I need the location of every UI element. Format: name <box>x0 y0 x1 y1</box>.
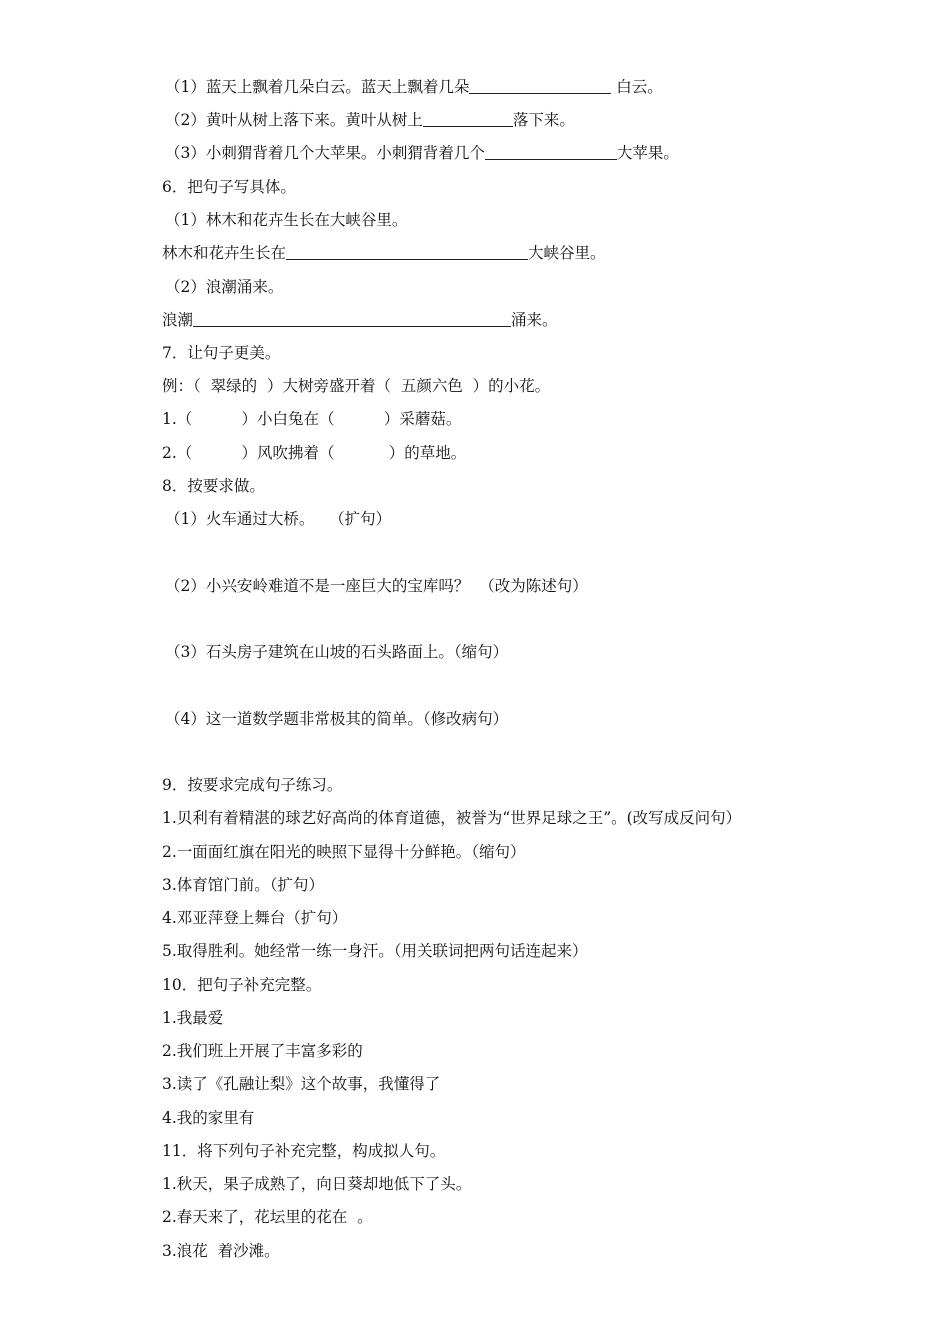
s6-a1 <box>162 243 606 263</box>
s6-a1-pre: 林木和花卉生长在 <box>162 244 287 262</box>
s8-item-4: （4）这一道数学题非常极其的简单。（修改病句） <box>165 710 509 728</box>
s10-item-1: 1.我最爱 <box>162 1009 224 1027</box>
s7-heading: 7．让句子更美。 <box>162 344 281 362</box>
s5-item-3-post: 大苹果。 <box>616 144 679 162</box>
s6-a2-pre: 浪潮 <box>162 311 194 329</box>
s9-item-3: 3.体育馆门前。（扩句） <box>162 876 325 894</box>
s9-item-2: 2.一面面红旗在阳光的映照下显得十分鲜艳。（缩句） <box>162 843 526 861</box>
s5-item-1 <box>165 77 663 97</box>
s6-heading: 6．把句子写具体。 <box>162 178 296 196</box>
s5-item-3-pre: （3）小刺猬背着几个大苹果。小刺猬背着几个 <box>165 144 485 162</box>
s5-item-1-post: 白云。 <box>611 78 663 96</box>
answer-blank[interactable] <box>193 311 511 327</box>
s5-item-1-pre: （1）蓝天上飘着几朵白云。蓝天上飘着几朵 <box>165 78 470 96</box>
s8-item-1: （1）火车通过大桥。 （扩句） <box>165 510 392 528</box>
s5-item-2-post: 落下来。 <box>512 111 575 129</box>
s9-item-1: 1.贝利有着精湛的球艺好高尚的体育道德，被誉为“世界足球之王”。(改写成反问句） <box>162 809 742 827</box>
s6-a1-post: 大峡谷里。 <box>528 244 606 262</box>
s5-item-3 <box>165 143 679 163</box>
s7-example: 例：（ 翠绿的 ）大树旁盛开着（ 五颜六色 ）的小花。 <box>162 377 551 395</box>
s6-q2: （2）浪潮涌来。 <box>165 278 284 296</box>
answer-blank[interactable] <box>469 78 611 94</box>
answer-blank[interactable] <box>423 111 513 127</box>
s10-item-3: 3.读了《孔融让梨》这个故事，我懂得了 <box>162 1075 441 1093</box>
s9-item-4: 4.邓亚萍登上舞台（扩句） <box>162 909 348 927</box>
s6-q1: （1）林木和花卉生长在大峡谷里。 <box>165 211 408 229</box>
s10-item-4: 4.我的家里有 <box>162 1109 255 1127</box>
s10-item-2: 2.我们班上开展了丰富多彩的 <box>162 1042 363 1060</box>
s6-a2 <box>162 310 558 330</box>
s8-item-2: （2）小兴安岭难道不是一座巨大的宝库吗？ （改为陈述句） <box>165 577 588 595</box>
s11-item-1: 1.秋天，果子成熟了，向日葵却地低下了头。 <box>162 1175 472 1193</box>
s5-item-2 <box>165 110 575 130</box>
s8-item-3: （3）石头房子建筑在山坡的石头路面上。（缩句） <box>165 643 509 661</box>
s8-heading: 8．按要求做。 <box>162 477 265 495</box>
s9-item-5: 5.取得胜利。她经常一练一身汗。（用关联词把两句话连起来） <box>162 942 588 960</box>
s11-item-3: 3.浪花 着沙滩。 <box>162 1242 280 1260</box>
answer-blank[interactable] <box>286 244 528 260</box>
s5-item-2-pre: （2）黄叶从树上落下来。黄叶从树上 <box>165 111 423 129</box>
s7-item-1: 1.（ ）小白兔在（ ）采蘑菇。 <box>162 410 462 428</box>
s6-a2-post: 涌来。 <box>511 311 558 329</box>
s11-heading: 11．将下列句子补充完整，构成拟人句。 <box>162 1142 446 1160</box>
s11-item-2: 2.春天来了，花坛里的花在 。 <box>162 1208 373 1226</box>
s7-item-2: 2.（ ）风吹拂着（ ）的草地。 <box>162 444 467 462</box>
answer-blank[interactable] <box>485 144 617 160</box>
s10-heading: 10．把句子补充完整。 <box>162 976 322 994</box>
s9-heading: 9．按要求完成句子练习。 <box>162 776 343 794</box>
